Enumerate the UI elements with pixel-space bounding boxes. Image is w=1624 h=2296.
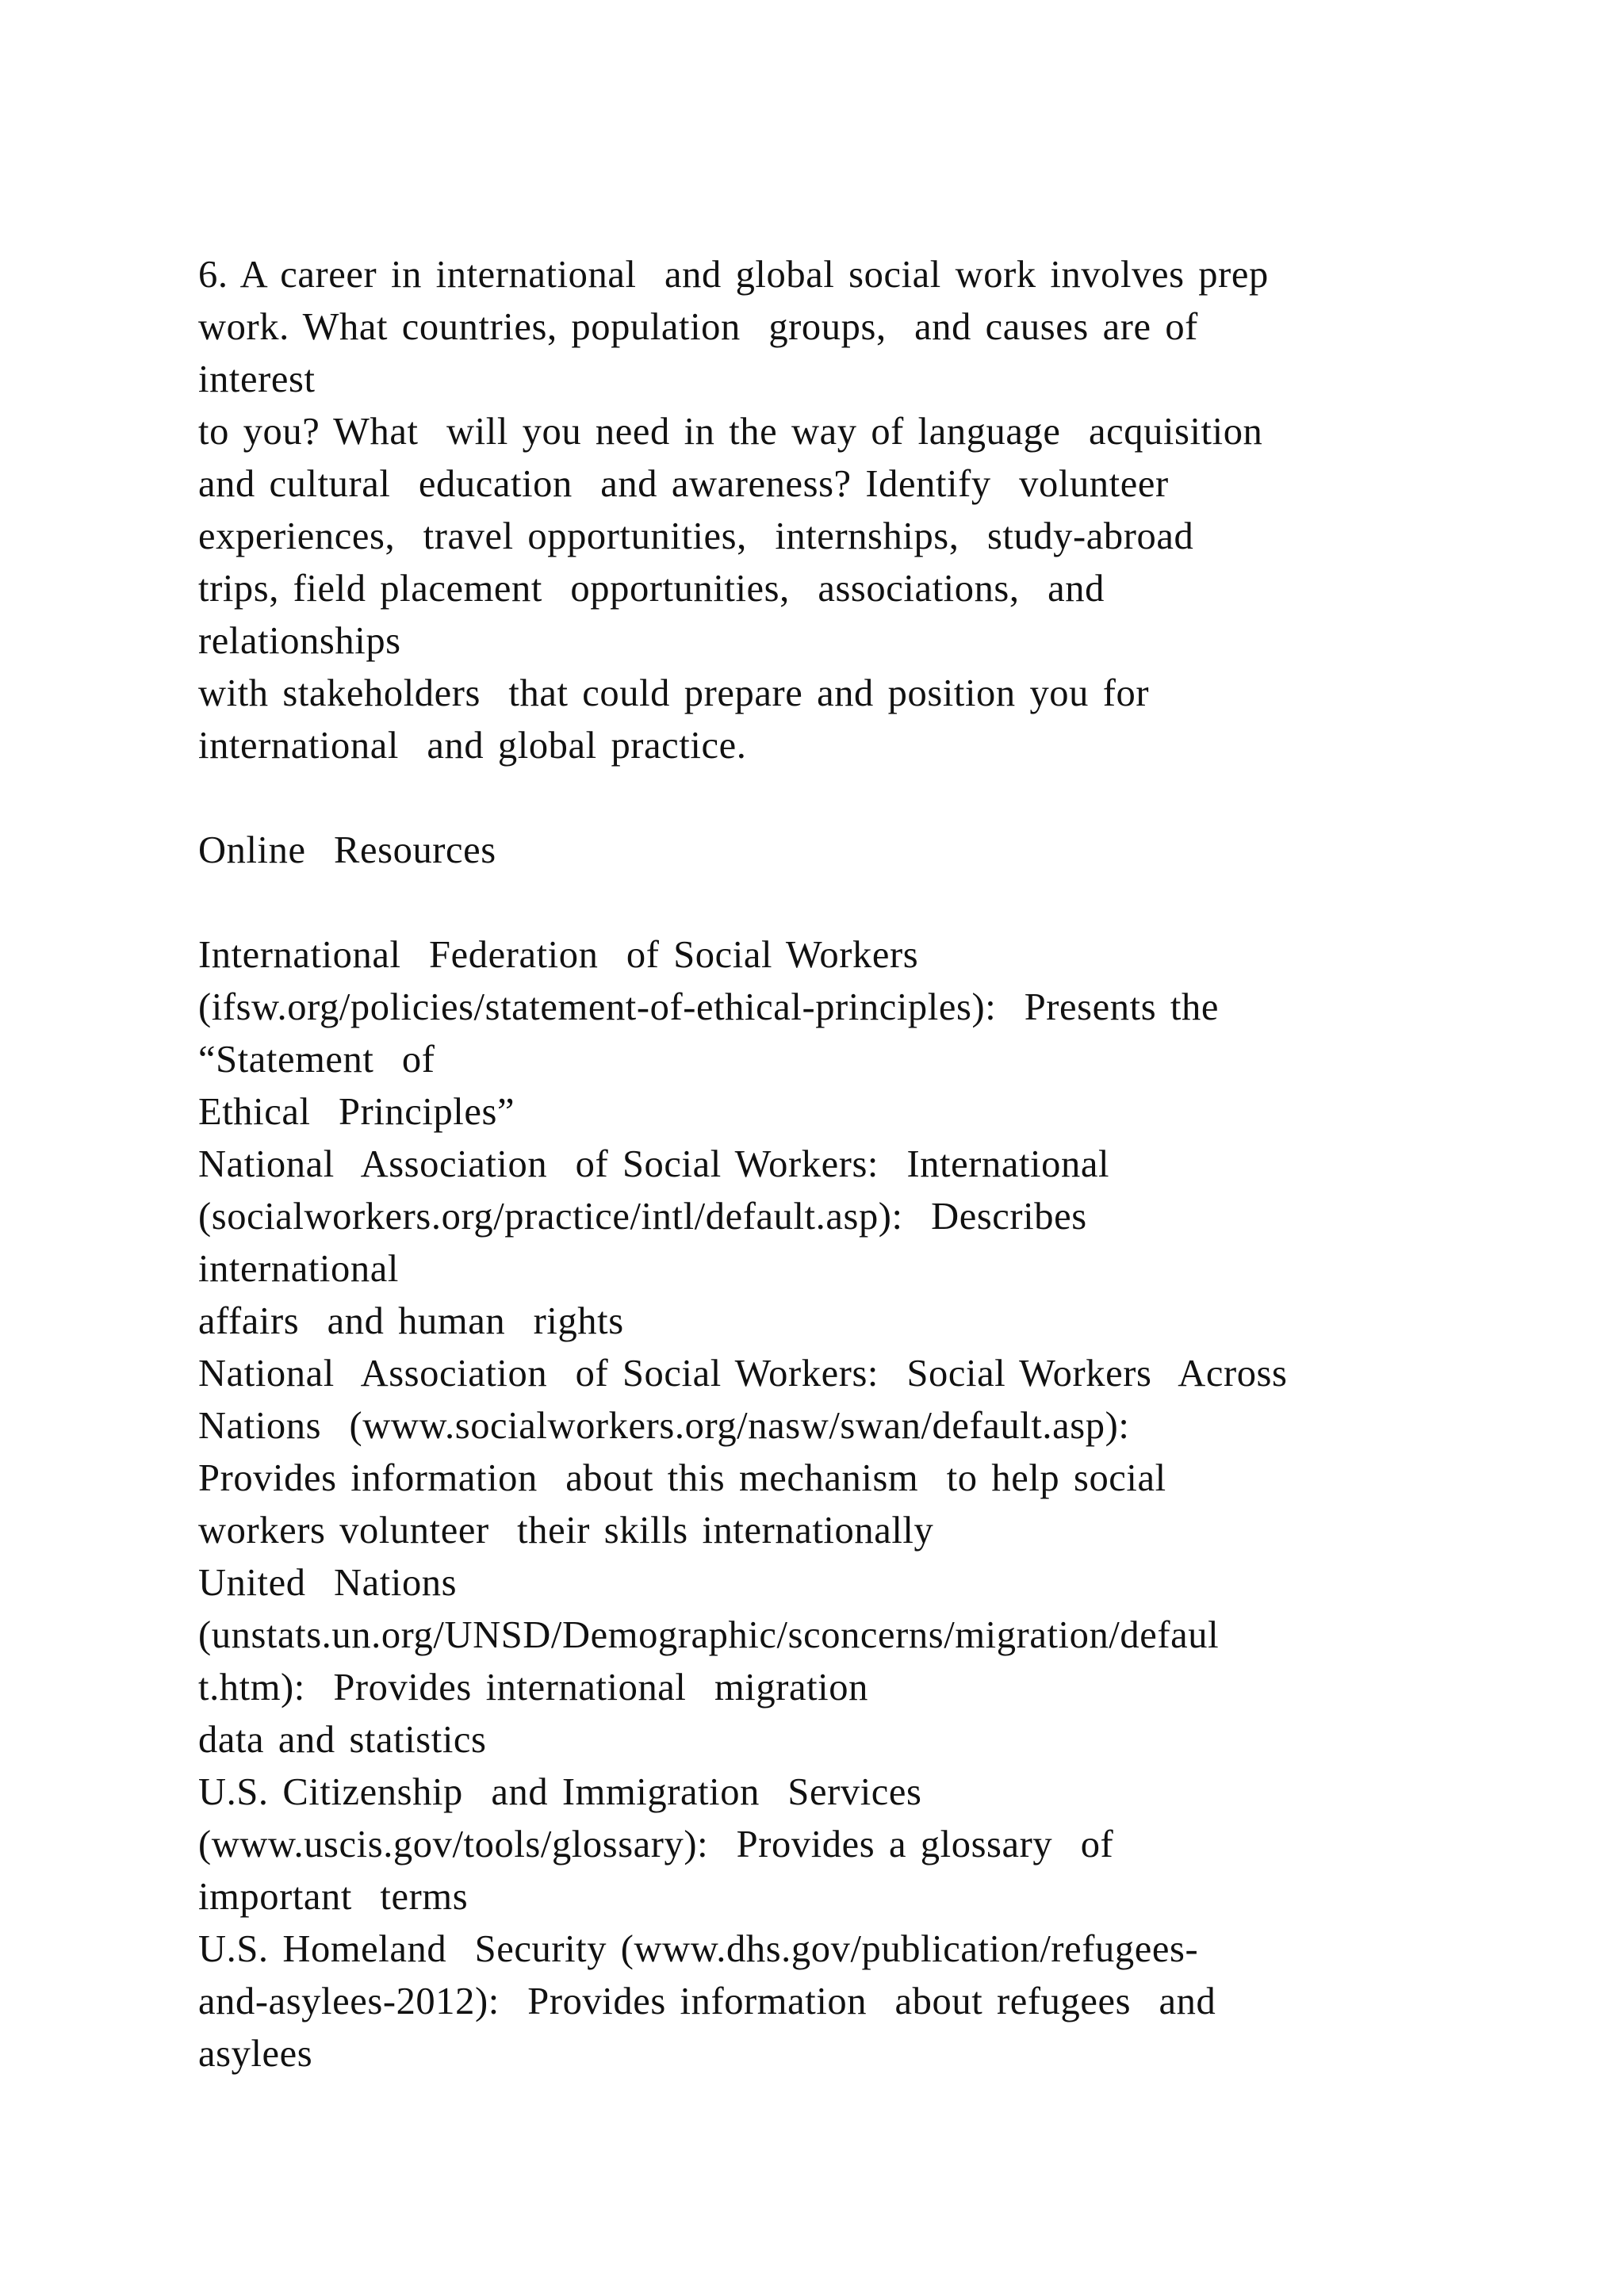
question-line: relationships	[198, 620, 401, 662]
resource-line: National Association of Social Workers: Social Workers Across	[198, 1353, 1288, 1395]
question-line: trips, field placement opportunities, associations, and	[198, 568, 1105, 610]
question-line: experiences, travel opportunities, internships, study-abroad	[198, 515, 1194, 557]
resource-line: (ifsw.org/policies/statement-of-ethical-principles): Presents the	[198, 986, 1219, 1028]
question-line: interest	[198, 358, 316, 400]
section-heading: Online Resources	[198, 829, 496, 871]
document-body	[198, 249, 1610, 2080]
resource-line: U.S. Citizenship and Immigration Services	[198, 1771, 922, 1813]
resource-line: (socialworkers.org/practice/intl/default.asp): Describes	[198, 1196, 1087, 1238]
resource-line: Nations (www.socialworkers.org/nasw/swan/default.asp):	[198, 1405, 1130, 1447]
resource-line: affairs and human rights	[198, 1300, 624, 1342]
resource-line: and-asylees-2012): Provides information about refugees and	[198, 1980, 1216, 2022]
question-line: 6. A career in international and global social work involves prep	[198, 254, 1269, 296]
resource-line: U.S. Homeland Security (www.dhs.gov/publication/refugees-	[198, 1928, 1199, 1970]
resource-line: t.htm): Provides international migration	[198, 1667, 868, 1709]
resources-list	[198, 929, 1610, 2080]
question-paragraph	[198, 249, 1610, 772]
resource-line: international	[198, 1248, 399, 1290]
resource-line: Ethical Principles”	[198, 1091, 515, 1133]
resource-line: workers volunteer their skills internationally	[198, 1510, 934, 1552]
resource-line: Provides information about this mechanism to help social	[198, 1457, 1166, 1499]
paragraph-spacer	[198, 772, 1610, 825]
question-line: with stakeholders that could prepare and position you for	[198, 672, 1150, 714]
resource-line: United Nations	[198, 1562, 458, 1604]
question-line: and cultural education and awareness? Identify volunteer	[198, 463, 1169, 505]
resource-line: important terms	[198, 1876, 469, 1918]
resource-line: “Statement of	[198, 1039, 435, 1081]
resource-line: data and statistics	[198, 1719, 487, 1761]
resource-line: (www.uscis.gov/tools/glossary): Provides a glossary of	[198, 1823, 1114, 1866]
question-line: international and global practice.	[198, 725, 747, 767]
paragraph-spacer	[198, 877, 1610, 929]
question-line: to you? What will you need in the way of language acquisition	[198, 411, 1263, 453]
question-line: work. What countries, population groups, and causes are of	[198, 306, 1198, 348]
resource-line: asylees	[198, 2033, 313, 2075]
resource-line: International Federation of Social Workers	[198, 934, 919, 976]
resource-line: National Association of Social Workers: International	[198, 1143, 1110, 1185]
resource-line: (unstats.un.org/UNSD/Demographic/sconcerns/migration/defaul	[198, 1614, 1220, 1656]
